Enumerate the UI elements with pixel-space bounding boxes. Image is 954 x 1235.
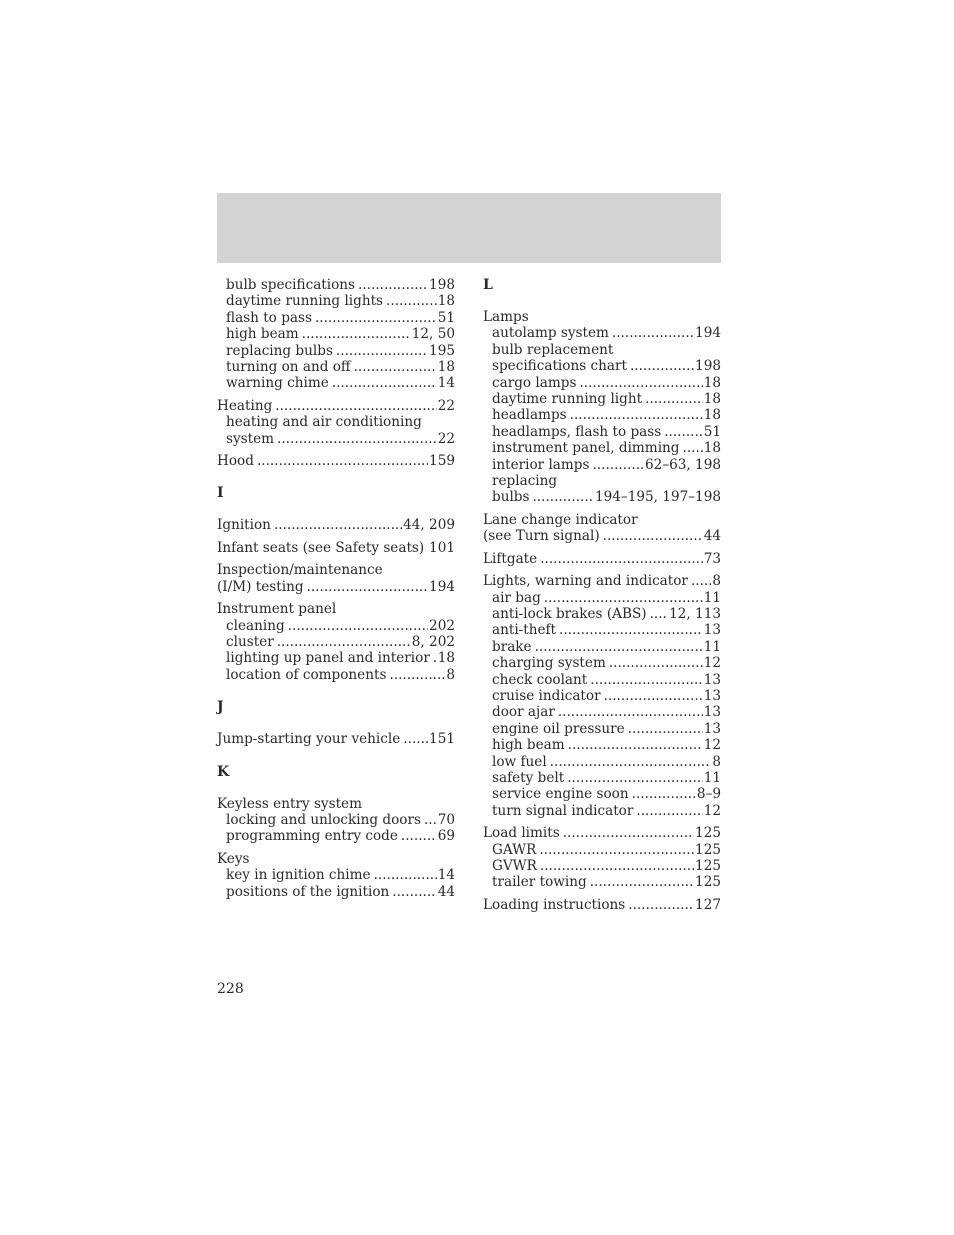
leader-dots xyxy=(567,770,703,786)
term-text: high beam xyxy=(492,737,565,754)
term-text: warning chime xyxy=(226,375,329,392)
index-term xyxy=(217,562,455,578)
leader-dots xyxy=(257,453,428,469)
term-text: Inspection/maintenance xyxy=(217,562,383,579)
leader-dots xyxy=(544,590,703,606)
page-reference: 194 xyxy=(429,578,455,595)
page-reference: 18 xyxy=(437,650,455,667)
index-subentry xyxy=(217,812,455,828)
term-text: flash to pass xyxy=(226,309,312,326)
index-subentry xyxy=(483,622,721,638)
leader-dots xyxy=(612,325,694,341)
term-text: programming entry code xyxy=(226,828,398,845)
page-reference: 11 xyxy=(703,589,721,606)
section-letter: L xyxy=(483,277,493,293)
leader-dots xyxy=(550,754,712,770)
term-text: cleaning xyxy=(226,617,285,634)
term-text: positions of the ignition xyxy=(226,883,390,900)
leader-dots xyxy=(650,606,669,622)
leader-dots xyxy=(563,825,694,841)
leader-dots xyxy=(288,618,428,634)
leader-dots xyxy=(275,398,436,414)
leader-dots xyxy=(645,391,703,407)
leader-dots xyxy=(590,672,702,688)
term-text: interior lamps xyxy=(492,456,590,473)
page-reference: 51 xyxy=(703,423,721,440)
page-reference: 22 xyxy=(437,430,455,447)
index-subentry xyxy=(217,310,455,326)
term-text: anti-theft xyxy=(492,622,557,639)
index-subentry xyxy=(217,326,455,342)
index-entry xyxy=(217,517,455,533)
term-text: turning on and off xyxy=(226,359,351,376)
term-text: brake xyxy=(492,638,532,655)
index-subentry xyxy=(217,414,455,430)
leader-dots xyxy=(433,650,437,666)
page-reference: 12 xyxy=(703,737,721,754)
index-subentry xyxy=(483,590,721,606)
index-subentry xyxy=(483,672,721,688)
leader-dots xyxy=(570,407,703,423)
index-term xyxy=(217,398,455,414)
leader-dots xyxy=(424,812,437,828)
index-entry xyxy=(483,551,721,567)
term-text: replacing bulbs xyxy=(226,342,333,359)
index-term xyxy=(217,540,455,556)
leader-dots xyxy=(628,721,703,737)
leader-dots xyxy=(683,440,703,456)
index-subentry xyxy=(217,343,455,359)
term-text: door ajar xyxy=(492,704,555,721)
page-reference: 44 xyxy=(703,528,721,545)
index-entry xyxy=(483,573,721,819)
term-text: headlamps, flash to pass xyxy=(492,423,662,440)
leader-dots xyxy=(274,517,402,533)
term-text: locking and unlocking doors xyxy=(226,811,421,828)
term-text: bulb specifications xyxy=(226,277,356,293)
page-reference: 18 xyxy=(437,359,455,376)
index-subentry xyxy=(217,431,455,447)
leader-dots xyxy=(579,375,702,391)
page-reference: 195 xyxy=(429,342,455,359)
index-term xyxy=(483,528,721,544)
leader-dots xyxy=(630,358,694,374)
page-reference: 18 xyxy=(437,293,455,310)
leader-dots xyxy=(535,639,703,655)
page-reference: 8, 202 xyxy=(411,633,455,650)
page-reference: 125 xyxy=(695,874,721,891)
term-text: location of components xyxy=(226,666,387,683)
index-subentry xyxy=(483,391,721,407)
page-reference: 13 xyxy=(703,687,721,704)
page-reference: 202 xyxy=(429,617,455,634)
index-subentry xyxy=(217,359,455,375)
index-term xyxy=(217,517,455,533)
leader-dots xyxy=(315,310,437,326)
index-subentry xyxy=(483,457,721,473)
term-text: safety belt xyxy=(492,769,565,786)
index-subentry xyxy=(483,737,721,753)
term-text: lighting up panel and interior xyxy=(226,650,430,667)
page-reference: 44 xyxy=(437,883,455,900)
term-text: service engine soon xyxy=(492,786,629,803)
term-text: low fuel xyxy=(492,753,547,770)
leader-dots xyxy=(277,431,437,447)
page-reference: 11 xyxy=(703,638,721,655)
page-reference: 13 xyxy=(703,622,721,639)
index-subentry xyxy=(217,867,455,883)
index-subentry xyxy=(217,884,455,900)
leader-dots xyxy=(307,579,428,595)
index-subentry xyxy=(483,639,721,655)
leader-dots xyxy=(539,842,694,858)
index-subentry xyxy=(483,606,721,622)
term-text: GVWR xyxy=(492,858,537,874)
leader-dots xyxy=(604,688,703,704)
index-subentry xyxy=(483,803,721,819)
term-text: GAWR xyxy=(492,841,537,858)
term-text: Instrument panel xyxy=(217,601,337,618)
page-reference: 62–63, 198 xyxy=(645,456,721,473)
term-text: headlamps xyxy=(492,407,567,424)
index-subentry xyxy=(483,473,721,489)
index-subentry xyxy=(483,375,721,391)
leader-dots xyxy=(540,858,694,874)
term-text: turn signal indicator xyxy=(492,802,634,819)
leader-dots xyxy=(336,343,428,359)
page-reference: 12 xyxy=(703,802,721,819)
index-subentry xyxy=(483,858,721,874)
leader-dots xyxy=(568,737,703,753)
page-reference: 151 xyxy=(429,731,455,748)
page-reference: 8–9 xyxy=(696,786,721,803)
index-subentry xyxy=(483,874,721,890)
page-reference: 8 xyxy=(446,666,455,683)
term-text: high beam xyxy=(226,326,299,343)
leader-dots xyxy=(540,551,703,567)
page-reference: 18 xyxy=(703,374,721,391)
term-text: Keys xyxy=(217,850,250,867)
page-reference: 18 xyxy=(703,391,721,408)
index-subentry xyxy=(217,618,455,634)
section-letter: K xyxy=(217,763,230,780)
index-term xyxy=(217,796,455,812)
index-entry xyxy=(217,398,455,447)
term-text: system xyxy=(226,430,275,447)
leader-dots xyxy=(559,622,703,638)
index-subentry xyxy=(483,407,721,423)
page-reference: 159 xyxy=(429,453,455,470)
term-text: engine oil pressure xyxy=(492,720,625,737)
index-entry xyxy=(217,601,455,683)
index-entry xyxy=(217,562,455,595)
index-term xyxy=(217,851,455,867)
index-term xyxy=(483,512,721,528)
term-text: Ignition xyxy=(217,517,271,534)
index-subentry xyxy=(483,721,721,737)
page-reference: 125 xyxy=(695,858,721,874)
leader-dots xyxy=(302,326,411,342)
leader-dots xyxy=(609,655,703,671)
leader-dots xyxy=(358,277,428,293)
leader-dots xyxy=(628,897,694,913)
index-entry xyxy=(217,851,455,900)
index-subentry xyxy=(217,375,455,391)
term-text: Loading instructions xyxy=(483,896,626,913)
leader-dots xyxy=(691,573,711,589)
index-term xyxy=(483,309,721,325)
term-text: replacing xyxy=(492,473,558,490)
index-subentry xyxy=(483,342,721,358)
page-reference: 11 xyxy=(703,769,721,786)
term-text: instrument panel, dimming xyxy=(492,440,680,457)
page-reference: 12 xyxy=(703,655,721,672)
term-text: cargo lamps xyxy=(492,374,577,391)
page-reference: 44, 209 xyxy=(403,517,455,534)
term-text: anti-lock brakes (ABS) xyxy=(492,605,647,622)
page-reference: 13 xyxy=(703,720,721,737)
page-reference: 125 xyxy=(695,841,721,858)
term-text: Lane change indicator xyxy=(483,511,638,528)
term-text: Load limits xyxy=(483,825,560,842)
page-reference: 14 xyxy=(437,375,455,392)
index-subentry xyxy=(483,688,721,704)
index-entry xyxy=(217,540,455,556)
term-text: (see Turn signal) xyxy=(483,528,600,545)
index-entry xyxy=(217,796,455,845)
leader-dots xyxy=(636,803,702,819)
index-subentry xyxy=(483,440,721,456)
term-text: cruise indicator xyxy=(492,687,601,704)
term-text: trailer towing xyxy=(492,874,587,891)
term-text: Lights, warning and indicator xyxy=(483,573,688,590)
index-subentry xyxy=(217,667,455,683)
page-reference: 13 xyxy=(703,671,721,688)
index-entry xyxy=(217,731,455,747)
term-text: air bag xyxy=(492,589,541,606)
leader-dots xyxy=(389,667,445,683)
page-reference: 13 xyxy=(703,704,721,721)
page-reference: 8 xyxy=(712,753,721,770)
section-letter: J xyxy=(217,699,224,716)
index-subentry xyxy=(217,277,455,293)
leader-dots xyxy=(401,828,437,844)
leader-dots xyxy=(354,359,437,375)
leader-dots xyxy=(632,786,696,802)
index-entry xyxy=(217,277,455,392)
page-reference: 194 xyxy=(695,325,721,342)
term-text: autolamp system xyxy=(492,325,609,342)
index-term xyxy=(483,825,721,841)
leader-dots xyxy=(374,867,437,883)
index-subentry xyxy=(483,786,721,802)
index-subentry xyxy=(217,650,455,666)
page-reference: 194–195, 197–198 xyxy=(594,489,721,506)
index-term xyxy=(217,579,455,595)
index-subentry xyxy=(217,634,455,650)
term-text: Jump-starting your vehicle xyxy=(217,731,401,748)
term-text: Keyless entry system xyxy=(217,795,362,812)
index-column-left xyxy=(217,277,455,906)
term-text: bulbs xyxy=(492,489,530,506)
leader-dots xyxy=(332,375,437,391)
leader-dots xyxy=(403,731,428,747)
leader-dots xyxy=(427,540,428,556)
page-reference: 51 xyxy=(437,309,455,326)
index-subentry xyxy=(483,770,721,786)
term-text: daytime running lights xyxy=(226,293,384,310)
index-subentry xyxy=(483,655,721,671)
header-band xyxy=(217,193,721,263)
page-reference: 73 xyxy=(703,550,721,567)
index-term xyxy=(217,601,455,617)
term-text: bulb replacement xyxy=(492,341,614,358)
index-entry xyxy=(483,825,721,891)
index-entry xyxy=(483,897,721,913)
term-text: check coolant xyxy=(492,671,588,688)
index-column-right xyxy=(483,277,721,919)
page-reference: 8 xyxy=(712,573,721,590)
index-subentry xyxy=(217,293,455,309)
leader-dots xyxy=(386,293,437,309)
term-text: Lamps xyxy=(483,309,529,325)
page-reference: 125 xyxy=(695,825,721,842)
leader-dots xyxy=(590,874,694,890)
term-text: Infant seats (see Safety seats) xyxy=(217,539,425,556)
leader-dots xyxy=(392,884,436,900)
term-text: daytime running light xyxy=(492,391,643,408)
index-term xyxy=(217,453,455,469)
index-term xyxy=(483,573,721,589)
index-term xyxy=(483,897,721,913)
leader-dots xyxy=(603,528,703,544)
page-number: 228 xyxy=(217,981,244,997)
term-text: heating and air conditioning xyxy=(226,414,422,431)
index-term xyxy=(483,551,721,567)
index-subentry xyxy=(483,704,721,720)
index-subentry xyxy=(483,489,721,505)
term-text: Hood xyxy=(217,453,254,470)
term-text: Heating xyxy=(217,397,273,414)
leader-dots xyxy=(558,704,703,720)
index-entry xyxy=(217,453,455,469)
term-text: Liftgate xyxy=(483,550,538,567)
page-reference: 69 xyxy=(437,828,455,845)
term-text: charging system xyxy=(492,655,606,672)
term-text: specifications chart xyxy=(492,358,627,375)
index-entry xyxy=(483,512,721,545)
section-letter: I xyxy=(217,485,224,502)
page-reference: 101 xyxy=(429,539,455,556)
leader-dots xyxy=(664,424,702,440)
leader-dots xyxy=(592,457,644,473)
page-reference: 127 xyxy=(695,896,721,913)
page-reference: 22 xyxy=(437,397,455,414)
page-reference: 12, 113 xyxy=(669,605,721,622)
index-subentry xyxy=(217,828,455,844)
page-reference: 198 xyxy=(429,277,455,293)
page-reference: 198 xyxy=(695,358,721,375)
term-text: cluster xyxy=(226,633,274,650)
leader-dots xyxy=(532,489,593,505)
leader-dots xyxy=(277,634,411,650)
index-subentry xyxy=(483,424,721,440)
page-reference: 12, 50 xyxy=(411,326,455,343)
index-subentry xyxy=(483,358,721,374)
page-reference: 70 xyxy=(437,811,455,828)
page-reference: 18 xyxy=(703,407,721,424)
index-entry xyxy=(483,309,721,506)
term-text: (I/M) testing xyxy=(217,578,304,595)
index-term xyxy=(217,731,455,747)
index-subentry xyxy=(483,842,721,858)
page-reference: 14 xyxy=(437,867,455,884)
page-reference: 18 xyxy=(703,440,721,457)
term-text: key in ignition chime xyxy=(226,867,371,884)
index-subentry xyxy=(483,754,721,770)
index-subentry xyxy=(483,325,721,341)
